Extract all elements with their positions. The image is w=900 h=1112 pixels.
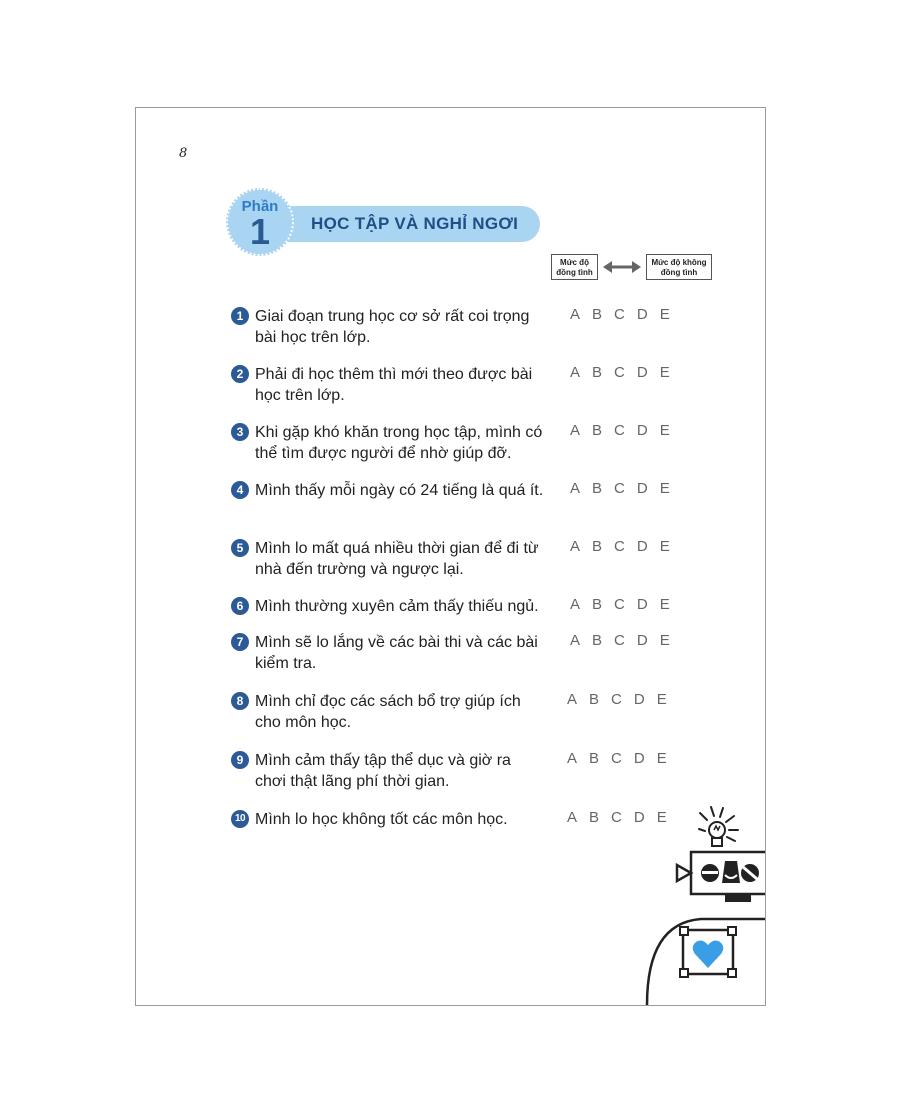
question-text: Giai đoạn trung học cơ sở rất coi trọng bài học trên lớp. — [255, 308, 530, 346]
scale-disagree-label: Mức độ không đồng tình — [646, 254, 712, 280]
choice-d[interactable]: D — [636, 306, 648, 323]
choice-d[interactable]: D — [636, 422, 648, 439]
page-number: 8 — [179, 146, 188, 161]
choice-a[interactable]: A — [570, 632, 581, 649]
choice-c[interactable]: C — [611, 750, 622, 767]
choice-b[interactable]: B — [592, 632, 603, 649]
question-number: 5 — [231, 539, 249, 557]
choice-a[interactable]: A — [570, 364, 581, 381]
book-page — [135, 107, 766, 1006]
answer-choices — [570, 480, 690, 497]
choice-c[interactable]: C — [611, 809, 622, 826]
badge-number: 1 — [249, 211, 271, 252]
choice-c[interactable]: C — [614, 422, 625, 439]
answer-choices — [570, 596, 690, 613]
question-number: 2 — [231, 365, 249, 383]
question-number: 1 — [231, 307, 249, 325]
choice-e[interactable]: E — [656, 809, 667, 826]
choice-e[interactable]: E — [659, 364, 670, 381]
question-number: 7 — [231, 633, 249, 651]
choice-c[interactable]: C — [614, 364, 625, 381]
choice-c[interactable]: C — [614, 632, 625, 649]
choice-d[interactable]: D — [636, 364, 648, 381]
scale-agree-label: Mức độ đồng tình — [551, 254, 598, 280]
question-text: Mình lo học không tốt các môn học. — [255, 811, 508, 828]
choice-b[interactable]: B — [592, 422, 603, 439]
choice-e[interactable]: E — [659, 306, 670, 323]
answer-choices — [570, 538, 690, 555]
choice-d[interactable]: D — [636, 632, 648, 649]
question-text: Khi gặp khó khăn trong học tập, mình có thể tìm được người để nhờ giúp đỡ. — [255, 424, 543, 462]
choice-b[interactable]: B — [592, 306, 603, 323]
choice-c[interactable]: C — [614, 596, 625, 613]
choice-a[interactable]: A — [567, 691, 578, 708]
answer-choices — [570, 422, 690, 439]
choice-e[interactable]: E — [656, 691, 667, 708]
section-badge — [226, 186, 294, 258]
choice-e[interactable]: E — [659, 422, 670, 439]
section-title: HỌC TẬP VÀ NGHỈ NGƠI — [311, 214, 519, 233]
question-number: 10 — [231, 810, 249, 828]
choice-d[interactable]: D — [636, 596, 648, 613]
choice-b[interactable]: B — [592, 538, 603, 555]
question-text: Mình lo mất quá nhiều thời gian để đi từ nhà đến trường và ngược lại. — [255, 540, 539, 578]
question-text: Mình sẽ lo lắng về các bài thi và các bài kiểm tra. — [255, 634, 538, 672]
choice-d[interactable]: D — [633, 750, 645, 767]
badge-word: Phần — [241, 198, 279, 215]
choice-b[interactable]: B — [589, 750, 600, 767]
choice-e[interactable]: E — [659, 632, 670, 649]
choice-c[interactable]: C — [614, 538, 625, 555]
choice-b[interactable]: B — [589, 691, 600, 708]
choice-c[interactable]: C — [614, 480, 625, 497]
question-number: 3 — [231, 423, 249, 441]
choice-b[interactable]: B — [592, 364, 603, 381]
choice-a[interactable]: A — [570, 480, 581, 497]
choice-a[interactable]: A — [570, 306, 581, 323]
choice-a[interactable]: A — [567, 750, 578, 767]
choice-e[interactable]: E — [656, 750, 667, 767]
choice-d[interactable]: D — [633, 691, 645, 708]
choice-c[interactable]: C — [614, 306, 625, 323]
question-text: Mình chỉ đọc các sách bổ trợ giúp ích cho môn học. — [255, 693, 521, 731]
choice-e[interactable]: E — [659, 538, 670, 555]
choice-a[interactable]: A — [567, 809, 578, 826]
choice-e[interactable]: E — [659, 480, 670, 497]
scale-legend — [551, 254, 716, 284]
answer-choices — [570, 364, 690, 381]
choice-d[interactable]: D — [636, 480, 648, 497]
question-text: Phải đi học thêm thì mới theo được bài học trên lớp. — [255, 366, 533, 404]
choice-d[interactable]: D — [633, 809, 645, 826]
answer-choices — [567, 750, 687, 767]
choice-b[interactable]: B — [592, 480, 603, 497]
answer-choices — [567, 691, 687, 708]
choice-a[interactable]: A — [570, 538, 581, 555]
choice-d[interactable]: D — [636, 538, 648, 555]
robot-lightbulb-heart-icon — [641, 803, 765, 1005]
choice-e[interactable]: E — [659, 596, 670, 613]
question-number: 4 — [231, 481, 249, 499]
choice-b[interactable]: B — [592, 596, 603, 613]
question-number: 9 — [231, 751, 249, 769]
choice-c[interactable]: C — [611, 691, 622, 708]
question-text: Mình cảm thấy tập thể dục và giờ ra chơi thật lãng phí thời gian. — [255, 752, 511, 790]
section-header — [226, 186, 556, 262]
question-number: 8 — [231, 692, 249, 710]
choice-a[interactable]: A — [570, 422, 581, 439]
answer-choices — [570, 306, 690, 323]
answer-choices — [570, 632, 690, 649]
double-arrow-icon — [603, 259, 641, 275]
choice-a[interactable]: A — [570, 596, 581, 613]
question-text: Mình thấy mỗi ngày có 24 tiếng là quá ít. — [255, 482, 544, 499]
choice-b[interactable]: B — [589, 809, 600, 826]
question-text: Mình thường xuyên cảm thấy thiếu ngủ. — [255, 598, 539, 615]
question-number: 6 — [231, 597, 249, 615]
